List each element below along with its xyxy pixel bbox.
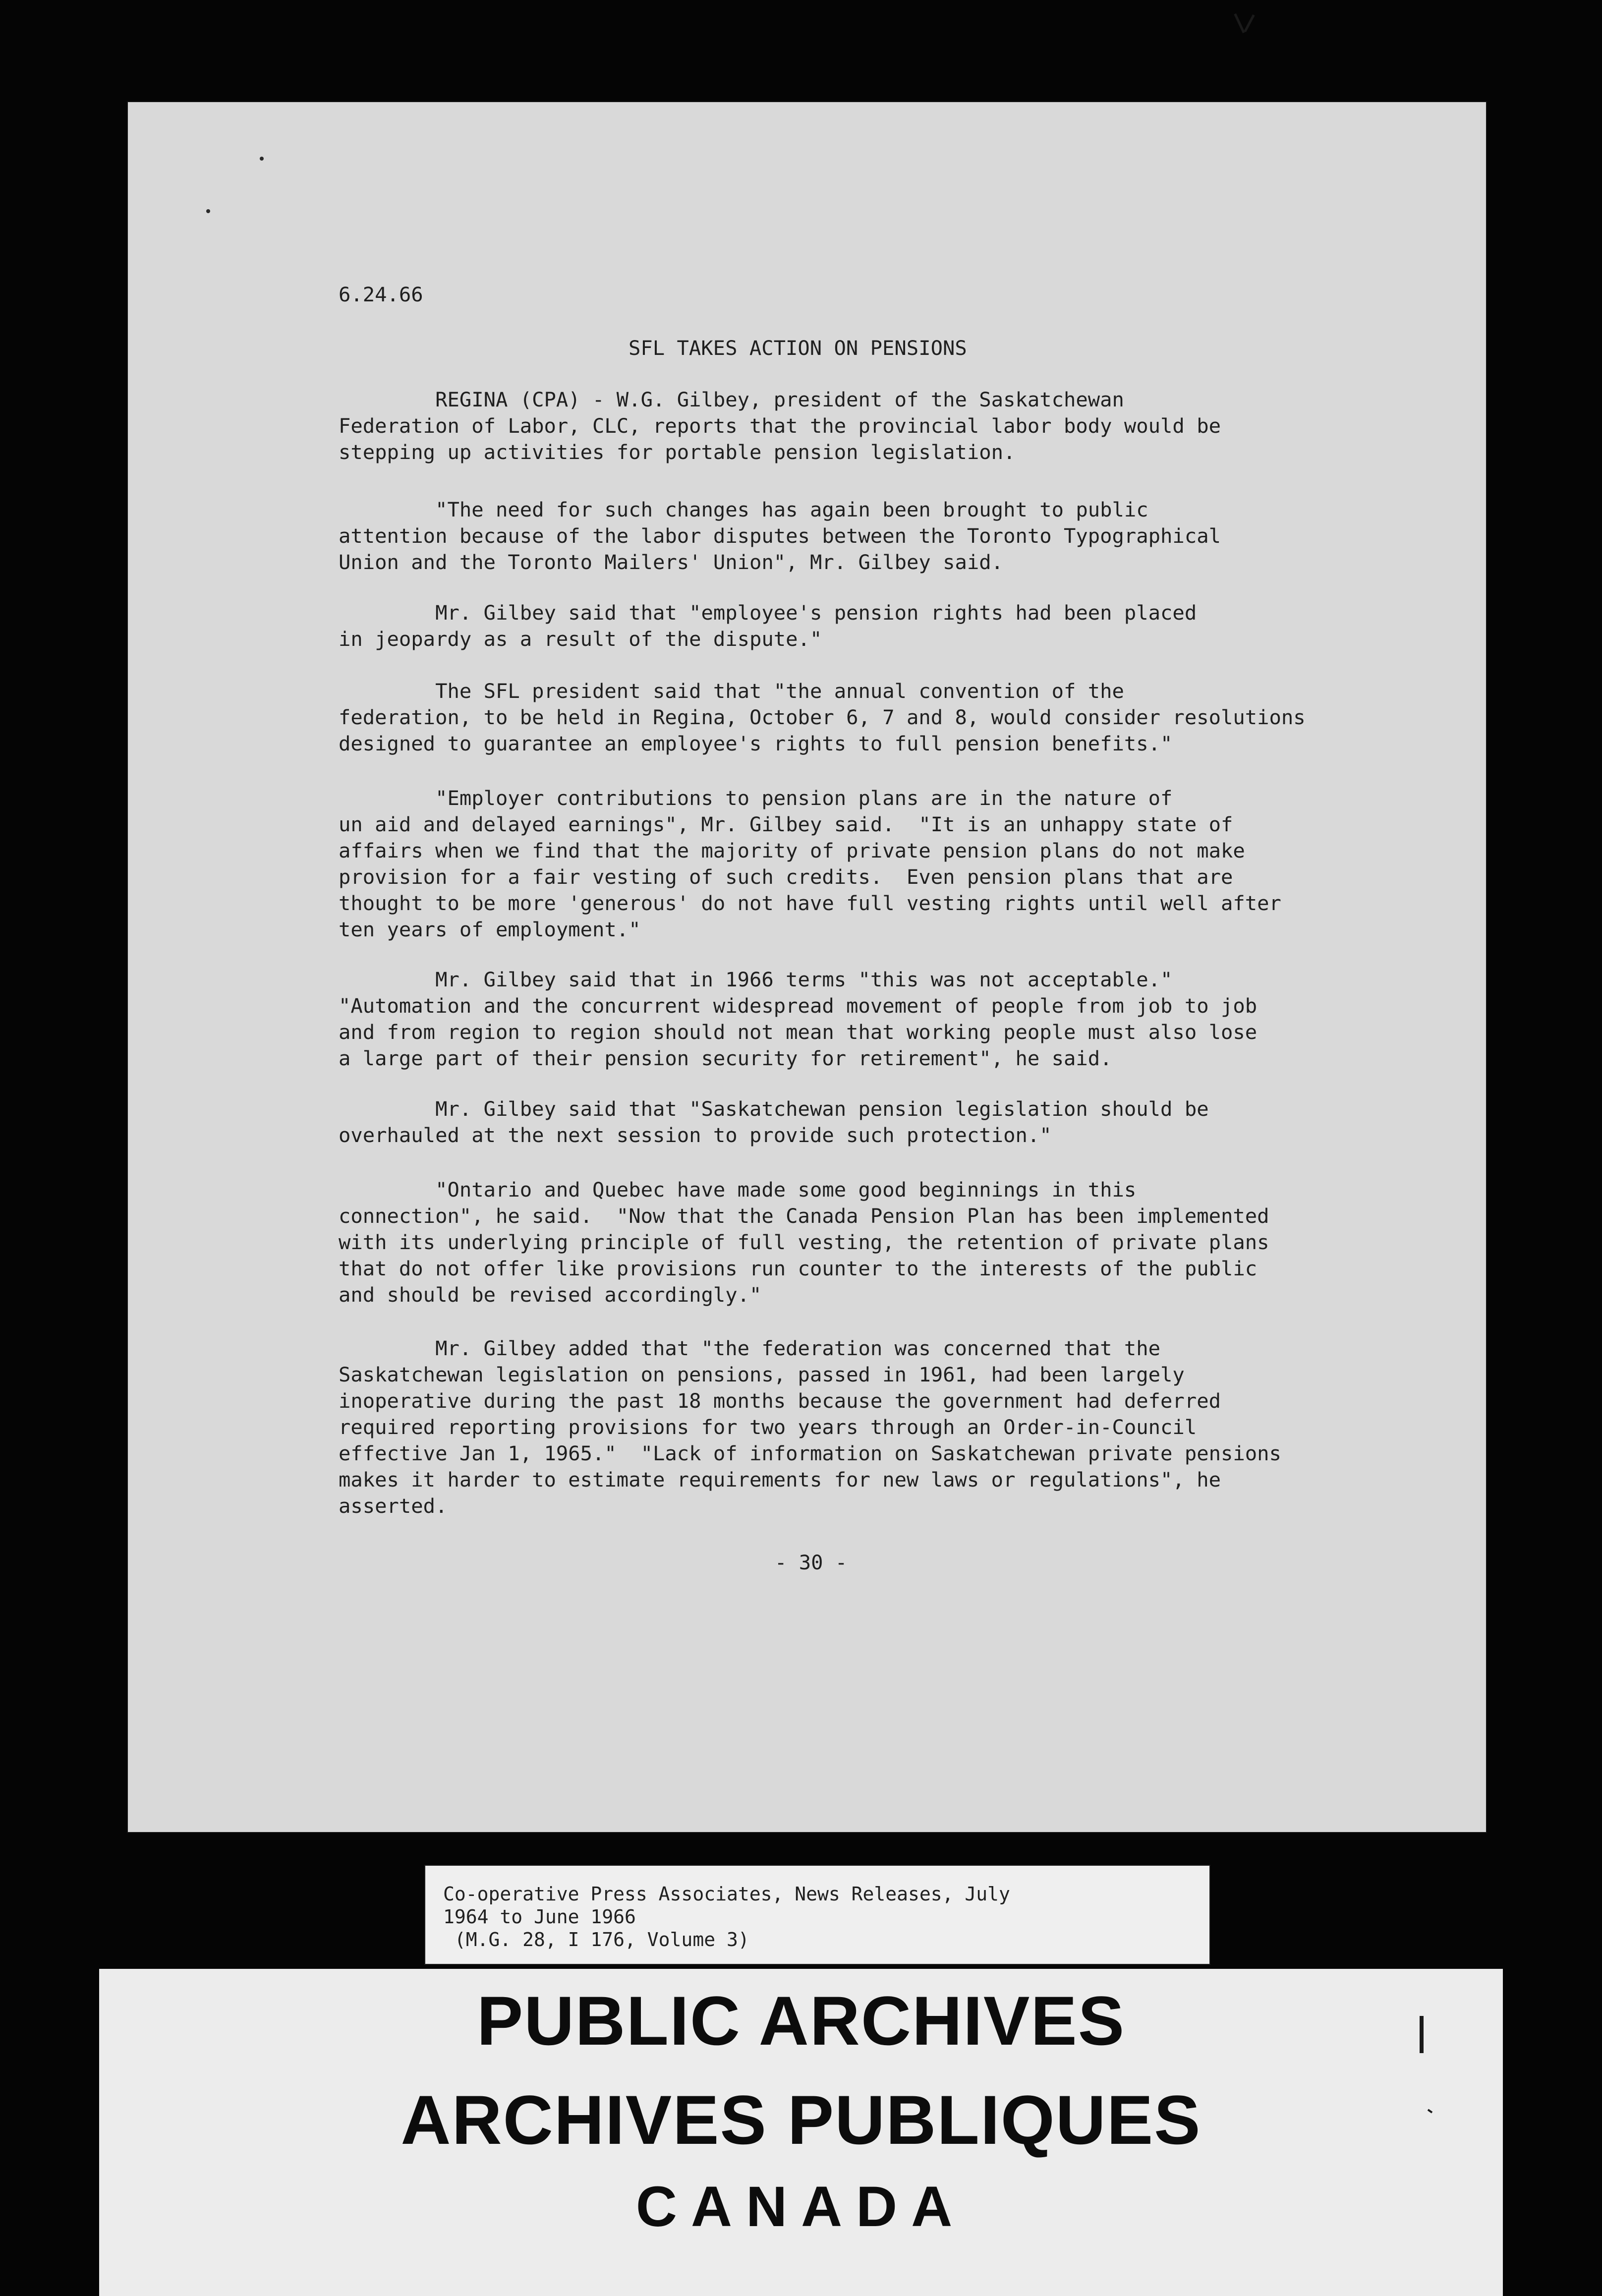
page-number: - 30 - [775,1550,848,1574]
body-paragraph-5: "Employer contributions to pension plans are in the nature of un aid and delayed earnings", Mr. Gilbey said. "It is an unhappy state of affairs when we find that the majority of private pension plans do not make provision for a fair vesting of such credits. Even pension plans that are thought to be more 'generous' do not have full vesting rights until well after ten years of employment." [339,786,1281,941]
stamp-line-canada: CANADA [635,2175,967,2239]
public-archives-stamp [99,1969,1503,2296]
scan-speck [260,157,264,161]
scan-speck [206,209,210,213]
archive-reference-text: Co-operative Press Associates, News Releases, July 1964 to June 1966 (M.G. 28, I 176, Volume 3) [443,1883,1010,1951]
stamp-line-archives-publiques: ARCHIVES PUBLIQUES [400,2081,1202,2159]
stamp-ink-mark [1420,2016,1424,2053]
body-paragraph-7: Mr. Gilbey said that "Saskatchewan pension legislation should be overhauled at the next session to provide such protection." [339,1097,1209,1147]
archive-reference-card [424,1865,1210,1965]
scanned-document-page [128,102,1486,1832]
body-paragraph-2: "The need for such changes has again been brought to public attention because of the labor disputes between the Toronto Typographical Union and the Toronto Mailers' Union", Mr. Gilbey said. [339,498,1221,574]
document-date: 6.24.66 [339,283,423,306]
film-edge-mark [1244,14,1255,32]
body-paragraph-3: Mr. Gilbey said that "employee's pension rights had been placed in jeopardy as a result of the dispute." [339,601,1197,651]
film-edge-mark [1234,13,1245,33]
document-headline: SFL TAKES ACTION ON PENSIONS [629,336,967,360]
body-paragraph-4: The SFL president said that "the annual convention of the federation, to be held in Regina, October 6, 7 and 8, would consider resolutions designed to guarantee an employee's rights to full pension benefits." [339,679,1306,755]
body-paragraph-8: "Ontario and Quebec have made some good beginnings in this connection", he said. "Now that the Canada Pension Plan has been implemented with its underlying principle of full vesting, the retention of private plans that do not offer like provisions run counter to the interests of the public and should be revised accordingly." [339,1178,1269,1307]
stamp-line-public-archives: PUBLIC ARCHIVES [476,1982,1126,2060]
body-paragraph-9: Mr. Gilbey added that "the federation was concerned that the Saskatchewan legislation on pensions, passed in 1961, had been largely inoperative during the past 18 months because the government had deferred required reporting provisions for two years through an Order-in-Council effective Jan 1, 1965." "Lack of information on Saskatchewan private pensions makes it harder to estimate requirements for new laws or regulations", he asserted. [339,1336,1281,1518]
body-paragraph-6: Mr. Gilbey said that in 1966 terms "this was not acceptable." "Automation and the concurrent widespread movement of people from job to job and from region to region should not mean that working people must also lose a large part of their pension security for retirement", he said. [339,968,1258,1070]
body-paragraph-1: REGINA (CPA) - W.G. Gilbey, president of the Saskatchewan Federation of Labor, CLC, reports that the provincial labor body would be stepping up activities for portable pension legislation. [339,388,1221,464]
